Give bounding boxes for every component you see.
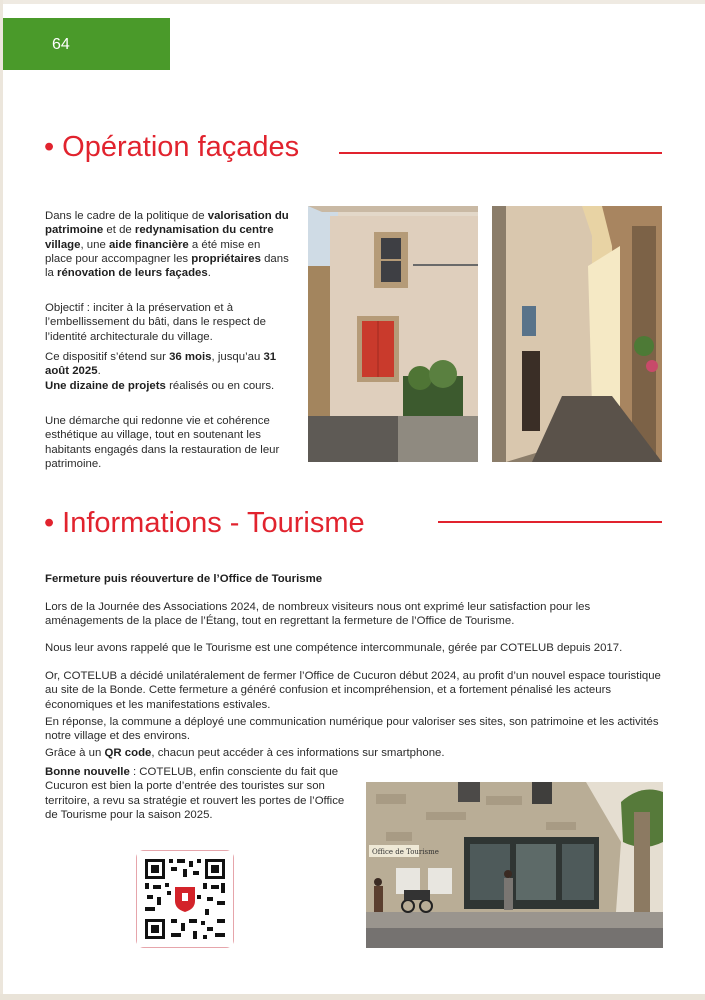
- office-sign-text: Office de Tourisme: [372, 848, 439, 856]
- section-rule-tourisme: [438, 521, 662, 523]
- photo-facade-red-shutter: [308, 206, 478, 462]
- tourisme-paragraph-6: Bonne nouvelle : COTELUB, enfin consciente du fait que Cucuron est bien la porte d’entrée des touristes sur son territoire, a revu sa stratégie et rouvert les portes de l’Office de Tourisme pour la saison 2025.: [45, 766, 345, 821]
- section-rule-facades: [339, 152, 662, 154]
- tourisme-paragraph-5: Grâce à un QR code, chacun peut accéder à ces informations sur smartphone.: [45, 747, 445, 759]
- qr-code[interactable]: [136, 850, 234, 948]
- section-title-tourisme-text: Informations - Tourisme: [62, 507, 365, 539]
- tourisme-paragraph-2: Nous leur avons rappelé que le Tourisme est une compétence intercommunale, gérée par COTELUB depuis 2017.: [45, 642, 623, 654]
- section-title-tourisme: [44, 507, 365, 540]
- title-bullet: •: [44, 507, 55, 539]
- tourisme-paragraph-1: Lors de la Journée des Associations 2024, de nombreux visiteurs nous ont exprimé leur satisfaction pour les aménagements de la place de l’Étang, tout en regrettant la fermeture de l’Office de Tourisme.: [45, 601, 591, 628]
- title-bullet: •: [44, 131, 55, 163]
- qr-code-image: [137, 851, 233, 947]
- facades-paragraph-2: Objectif : inciter à la préservation et à l’embellissement du bâti, dans le respect de l’identité architecturale du village.: [45, 302, 266, 343]
- page-left-edge: [0, 0, 3, 1000]
- section-title-facades-text: Opération façades: [62, 131, 300, 163]
- facades-paragraph-3: Ce dispositif s’étend sur 36 mois, jusqu’au 31 août 2025. Une dizaine de projets réalisés ou en cours.: [45, 351, 277, 392]
- tourisme-subtitle: Fermeture puis réouverture de l’Office de Tourisme: [45, 573, 323, 585]
- page-top-edge: [0, 0, 705, 4]
- tourisme-paragraph-3: Or, COTELUB a décidé unilatéralement de fermer l’Office de Cucuron début 2024, au profit d’un nouvel espace touristique au site de la Bonde. Cette fermeture a généré confusion et incompréhension, et a fortement pénalisé les acteurs économiques et les manifestations estivales.: [45, 670, 661, 711]
- section-title-facades: [44, 131, 299, 164]
- photo-narrow-street: [492, 206, 662, 462]
- page-number: 64: [52, 36, 70, 53]
- page-number-badge: [3, 18, 170, 70]
- facades-paragraph-4: Une démarche qui redonne vie et cohérence esthétique au village, tout en soutenant les habitants engagés dans la restauration de leur patrimoine.: [45, 415, 280, 470]
- tourisme-paragraph-4: En réponse, la commune a déployé une communication numérique pour valoriser ses sites, son patrimoine et les activités notre village et des environs.: [45, 716, 659, 743]
- page-bottom-edge: [0, 994, 705, 1000]
- facades-paragraph-1: Dans le cadre de la politique de valorisation du patrimoine et de redynamisation du centre village, une aide financière a été mise en place pour accompagner les propriétaires dans la rénovation de leurs façades.: [45, 210, 289, 280]
- photo-office-de-tourisme: [366, 782, 663, 948]
